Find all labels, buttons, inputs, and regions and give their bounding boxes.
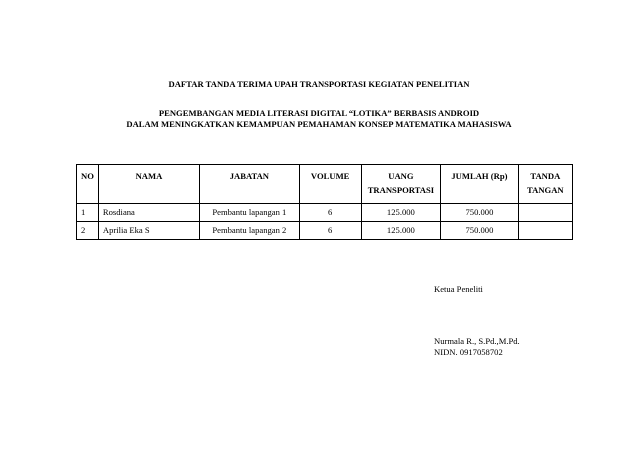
header-uang-line-1: UANG bbox=[388, 171, 414, 181]
document-subtitle-line-1: PENGEMBANGAN MEDIA LITERASI DIGITAL “LOTIKA” BERBASIS ANDROID bbox=[158, 108, 480, 118]
header-uang-line-2: TRANSPORTASI bbox=[367, 185, 435, 195]
header-uang-transportasi bbox=[361, 165, 441, 204]
document-title: DAFTAR TANDA TERIMA UPAH TRANSPORTASI KEGIATAN PENELITIAN bbox=[168, 79, 470, 89]
table-row bbox=[77, 204, 573, 222]
header-no: NO bbox=[77, 165, 99, 204]
table-header-row bbox=[77, 165, 573, 204]
cell-volume: 6 bbox=[299, 204, 361, 222]
header-jumlah: JUMLAH (Rp) bbox=[441, 165, 518, 204]
header-jabatan: JABATAN bbox=[199, 165, 299, 204]
header-tanda-line-1: TANDA bbox=[530, 171, 561, 181]
cell-no: 1 bbox=[77, 204, 99, 222]
signature-nidn: NIDN. 0917058702 bbox=[434, 347, 503, 357]
document-subtitle-line-2: DALAM MENINGKATKAN KEMAMPUAN PEMAHAMAN KONSEP MATEMATIKA MAHASISWA bbox=[126, 119, 512, 129]
cell-nama: Aprilia Eka S bbox=[98, 222, 199, 240]
cell-nama: Rosdiana bbox=[98, 204, 199, 222]
cell-volume: 6 bbox=[299, 222, 361, 240]
header-tanda-line-2: TANGAN bbox=[527, 185, 564, 195]
cell-jabatan: Pembantu lapangan 2 bbox=[199, 222, 299, 240]
cell-jumlah: 750.000 bbox=[441, 204, 518, 222]
header-tanda-tangan bbox=[518, 165, 572, 204]
table-row bbox=[77, 222, 573, 240]
cell-uang: 125.000 bbox=[361, 204, 441, 222]
header-volume: VOLUME bbox=[299, 165, 361, 204]
cell-uang: 125.000 bbox=[361, 222, 441, 240]
cell-jumlah: 750.000 bbox=[441, 222, 518, 240]
signature-name: Nurmala R., S.Pd.,M.Pd. bbox=[434, 336, 520, 346]
cell-tanda-tangan bbox=[518, 222, 572, 240]
cell-tanda-tangan bbox=[518, 204, 572, 222]
cell-no: 2 bbox=[77, 222, 99, 240]
signature-role: Ketua Peneliti bbox=[434, 284, 483, 294]
header-nama: NAMA bbox=[98, 165, 199, 204]
payment-receipt-table bbox=[76, 164, 573, 240]
cell-jabatan: Pembantu lapangan 1 bbox=[199, 204, 299, 222]
